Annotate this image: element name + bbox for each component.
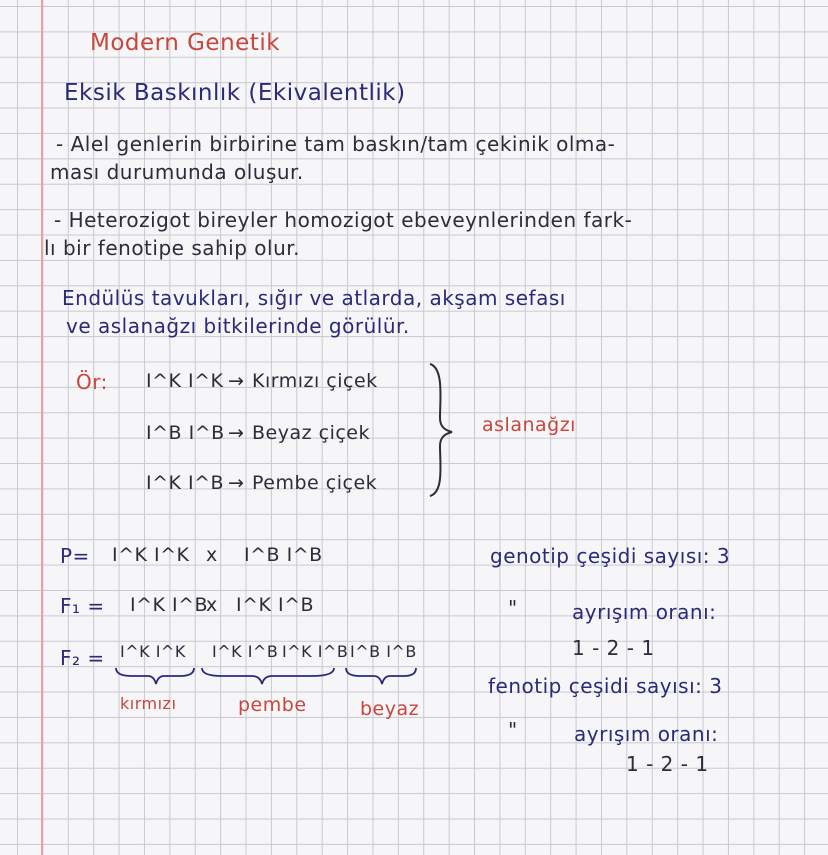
p-generation-label: P= — [60, 544, 90, 568]
f2-genotype-3: I^K I^B — [282, 642, 349, 661]
page-title: Modern Genetik — [90, 30, 281, 56]
phenotype-ratio-label: ayrışım oranı: — [574, 722, 719, 746]
f2-phenotype-red: kırmızı — [120, 694, 177, 713]
genotype-ratio: 1 - 2 - 1 — [572, 636, 655, 660]
paragraph-3-line-1: Endülüs tavukları, sığır ve atlarda, akşam sefası — [62, 286, 566, 310]
example-genotype-1: I^K I^K — [146, 370, 224, 392]
margin-line — [41, 0, 43, 855]
example-arrow-2: → — [228, 422, 245, 444]
f1-parent-2: I^K I^B — [236, 594, 315, 616]
subtitle: Eksik Baskınlık (Ekivalentlik) — [64, 80, 406, 106]
example-phenotype-2: Beyaz çiçek — [252, 422, 370, 444]
f2-underbraces — [112, 664, 422, 690]
paragraph-2-line-2: lı bir fenotipe sahip olur. — [44, 236, 300, 260]
phenotype-ratio: 1 - 2 - 1 — [626, 752, 709, 776]
example-label: Ör: — [76, 370, 108, 394]
example-genotype-3: I^K I^B — [146, 472, 225, 494]
ditto-mark-2: " — [508, 718, 518, 742]
f2-genotype-2: I^K I^B — [212, 642, 279, 661]
ditto-mark-1: " — [508, 596, 518, 620]
paragraph-1-line-2: ması durumunda oluşur. — [50, 160, 304, 184]
example-genotype-2: I^B I^B — [146, 422, 225, 444]
f2-generation-label: F₂ = — [60, 646, 105, 670]
right-curly-brace — [424, 360, 460, 500]
f2-phenotype-pink: pembe — [238, 694, 307, 716]
example-phenotype-3: Pembe çiçek — [252, 472, 378, 494]
f2-genotype-4: I^B I^B — [350, 642, 417, 661]
example-phenotype-1: Kırmızı çiçek — [252, 370, 378, 392]
f2-phenotype-white: beyaz — [360, 698, 420, 720]
p-parent-1: I^K I^K — [112, 544, 190, 566]
paragraph-3-line-2: ve aslanağzı bitkilerinde görülür. — [66, 314, 410, 338]
phenotype-count: fenotip çeşidi sayısı: 3 — [488, 674, 723, 698]
genotype-ratio-label: ayrışım oranı: — [572, 600, 717, 624]
f1-generation-label: F₁ = — [60, 594, 105, 618]
p-parent-2: I^B I^B — [244, 544, 323, 566]
example-arrow-3: → — [228, 472, 245, 494]
f2-genotype-1: I^K I^K — [120, 642, 186, 661]
f1-cross-symbol: x — [206, 594, 218, 616]
genotype-count: genotip çeşidi sayısı: 3 — [490, 544, 731, 568]
example-plant-name: aslanağzı — [482, 414, 576, 436]
paragraph-2-line-1: - Heterozigot bireyler homozigot ebeveynlerinden fark- — [54, 208, 633, 232]
paragraph-1-line-1: - Alel genlerin birbirine tam baskın/tam çekinik olma- — [56, 132, 616, 156]
example-arrow-1: → — [228, 370, 245, 392]
p-cross-symbol: x — [206, 544, 218, 566]
f1-parent-1: I^K I^B — [130, 594, 209, 616]
